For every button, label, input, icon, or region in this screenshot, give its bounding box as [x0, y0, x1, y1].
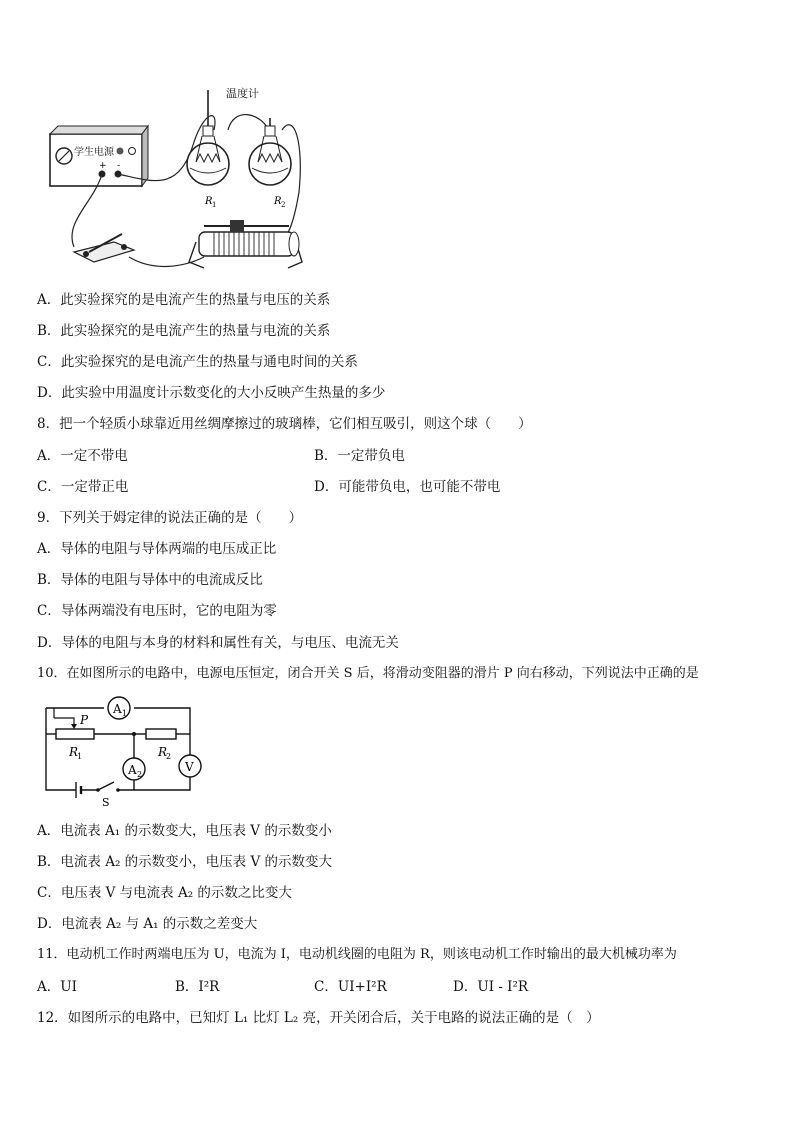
q11-stem: 11．电动机工作时两端电压为 U，电流为 I，电动机线圈的电阻为 R，则该电动机工作时输出的最大机械功率为 — [37, 947, 677, 962]
s-label: S — [102, 796, 110, 808]
q11-option-b[interactable]: B．I²R — [175, 979, 220, 995]
a1-subscript: 1 — [122, 709, 128, 718]
minus-sign: - — [117, 161, 121, 171]
q11-option-c[interactable]: C．UI+I²R — [314, 979, 387, 995]
a2-subscript: 2 — [137, 770, 143, 779]
q9-option-d[interactable]: D．导体的电阻与本身的材料和属性有关，与电压、电流无关 — [37, 635, 399, 651]
circuit-diagram-q10 — [40, 696, 210, 808]
r2-circuit-label: R — [158, 745, 168, 759]
plus-sign: + — [99, 161, 107, 171]
q10-option-a[interactable]: A．电流表 A₁ 的示数变大，电压表 V 的示数变小 — [37, 823, 332, 839]
q8-option-c[interactable]: C．一定带正电 — [37, 479, 129, 495]
thermometer-label: 温度计 — [226, 87, 259, 100]
r1-circuit-subscript: 1 — [77, 752, 83, 761]
q8-option-a[interactable]: A．一定不带电 — [37, 448, 128, 464]
r2-circuit-subscript: 2 — [166, 752, 172, 761]
q10-option-c[interactable]: C．电压表 V 与电流表 A₂ 的示数之比变大 — [37, 885, 292, 901]
q7-option-d[interactable]: D．此实验中用温度计示数变化的大小反映产生热量的多少 — [37, 385, 386, 401]
q9-stem: 9．下列关于姆定律的说法正确的是（ ） — [37, 510, 303, 526]
q11-option-a[interactable]: A．UI — [37, 979, 77, 995]
a1-label: A — [113, 702, 122, 716]
r2-subscript: 2 — [281, 201, 286, 209]
q7-option-c[interactable]: C．此实验探究的是电流产生的热量与通电时间的关系 — [37, 354, 358, 370]
q10-option-b[interactable]: B．电流表 A₂ 的示数变小，电压表 V 的示数变大 — [37, 854, 332, 870]
v-label: V — [185, 760, 194, 774]
r2-label: R — [274, 196, 282, 207]
q10-stem: 10．在如图所示的电路中，电源电压恒定，闭合开关 S 后，将滑动变阻器的滑片 P 向右移动，下列说法中正确的是 — [37, 666, 699, 681]
experiment-apparatus-figure — [44, 82, 364, 277]
q11-option-d[interactable]: D．UI - I²R — [453, 979, 529, 995]
q9-option-a[interactable]: A．导体的电阻与导体两端的电压成正比 — [37, 541, 277, 557]
q8-stem: 8．把一个轻质小球靠近用丝绸摩擦过的玻璃棒，它们相互吸引，则这个球（ ） — [37, 416, 532, 432]
p-label: P — [80, 713, 89, 727]
power-supply-label: 学生电源 — [74, 147, 114, 158]
q7-option-b[interactable]: B．此实验探究的是电流产生的热量与电流的关系 — [37, 323, 331, 339]
q8-option-b[interactable]: B．一定带负电 — [314, 448, 405, 464]
q9-option-c[interactable]: C．导体两端没有电压时，它的电阻为零 — [37, 603, 277, 619]
r1-label: R — [205, 196, 213, 207]
q7-option-a[interactable]: A．此实验探究的是电流产生的热量与电压的关系 — [37, 292, 331, 308]
q8-option-d[interactable]: D．可能带负电，也可能不带电 — [314, 479, 501, 495]
a2-label: A — [128, 763, 137, 777]
q12-stem: 12．如图所示的电路中，已知灯 L₁ 比灯 L₂ 亮，开关闭合后，关于电路的说法正确的是（ ） — [37, 1010, 600, 1026]
r1-subscript: 1 — [212, 201, 217, 209]
q9-option-b[interactable]: B．导体的电阻与导体中的电流成反比 — [37, 572, 263, 588]
r1-circuit-label: R — [69, 745, 79, 759]
q10-option-d[interactable]: D．电流表 A₂ 与 A₁ 的示数之差变大 — [37, 916, 258, 932]
